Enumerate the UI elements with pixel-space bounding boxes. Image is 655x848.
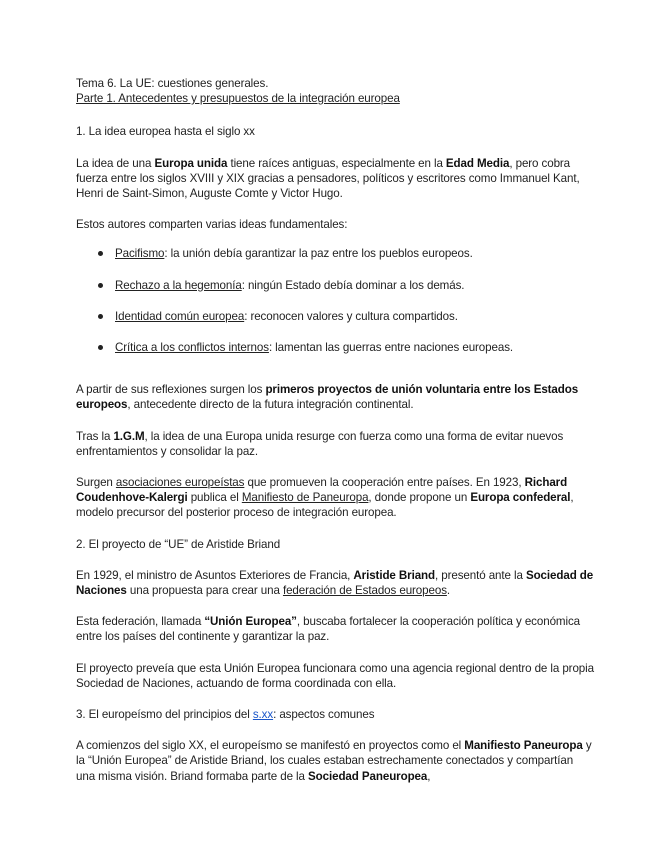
s3-paragraph-1: A comienzos del siglo XX, el europeísmo se manifestó en proyectos como el Manifiesto Paneuropa y la “Unión Europea” de Aristide Briand, los cuales estaban estrechamente conectados y compartían una misma visión. Briand formaba parte de la Sociedad Paneuropea, (76, 739, 592, 783)
section-2-heading: 2. El proyecto de “UE” de Aristide Briand (76, 537, 281, 551)
list-item: Identidad común europea: reconocen valores y cultura compartidos. (76, 309, 595, 324)
bullet-icon (98, 314, 103, 319)
sxx-link[interactable]: s.xx (252, 708, 274, 722)
s1-paragraph-2: Estos autores comparten varias ideas fundamentales: (76, 218, 348, 232)
document-title: Tema 6. La UE: cuestiones generales. (76, 77, 269, 90)
bullet-icon (98, 251, 103, 256)
ideas-list (76, 246, 595, 355)
document-subtitle: Parte 1. Antecedentes y presupuestos de la integración europea (76, 92, 400, 106)
s1-paragraph-3: A partir de sus reflexiones surgen los primeros proyectos de unión voluntaria entre los Estados europeos, antecedente directo de la futura integración continental. (76, 383, 579, 412)
s2-paragraph-3: El proyecto preveía que esta Unión Europea funcionara como una agencia regional dentro de la propia Sociedad de Naciones, actuando de forma coordinada con ella. (76, 661, 594, 690)
s1-paragraph-1: La idea de una Europa unida tiene raíces antiguas, especialmente en la Edad Media, pero cobra fuerza entre los siglos XVIII y XIX gracias a pensadores, políticos y escritores como Immanuel Kant, Henri de Saint-Simon, Auguste Comte y Victor Hugo. (76, 156, 580, 201)
list-item: Pacifismo: la unión debía garantizar la paz entre los pueblos europeos. (76, 246, 595, 261)
s2-paragraph-1: En 1929, el ministro de Asuntos Exteriores de Francia, Aristide Briand, presentó ante la Sociedad de Naciones una propuesta para crear una federación de Estados europeos. (76, 568, 594, 598)
list-item: Crítica a los conflictos internos: lamentan las guerras entre naciones europeas. (76, 340, 595, 355)
list-item: Rechazo a la hegemonía: ningún Estado debía dominar a los demás. (76, 278, 595, 293)
section-3-heading: 3. El europeísmo del principios del s.xx: aspectos comunes (76, 708, 375, 722)
section-1-heading: 1. La idea europea hasta el siglo xx (76, 125, 255, 139)
s1-paragraph-4: Tras la 1.G.M, la idea de una Europa unida resurge con fuerza como una forma de evitar nuevos enfrentamientos y consolidar la paz. (76, 429, 564, 458)
bullet-icon (98, 345, 103, 350)
bullet-icon (98, 283, 103, 288)
s1-paragraph-5: Surgen asociaciones europeístas que promueven la cooperación entre países. En 1923, Richard Coudenhove-Kalergi publica el Manifiesto de Paneuropa, donde propone un Europa confederal, modelo precursor del posterior proceso de integración europea. (76, 476, 574, 520)
s2-paragraph-2: Esta federación, llamada “Unión Europea”, buscaba fortalecer la cooperación política y económica entre los países del continente y garantizar la paz. (76, 615, 580, 644)
